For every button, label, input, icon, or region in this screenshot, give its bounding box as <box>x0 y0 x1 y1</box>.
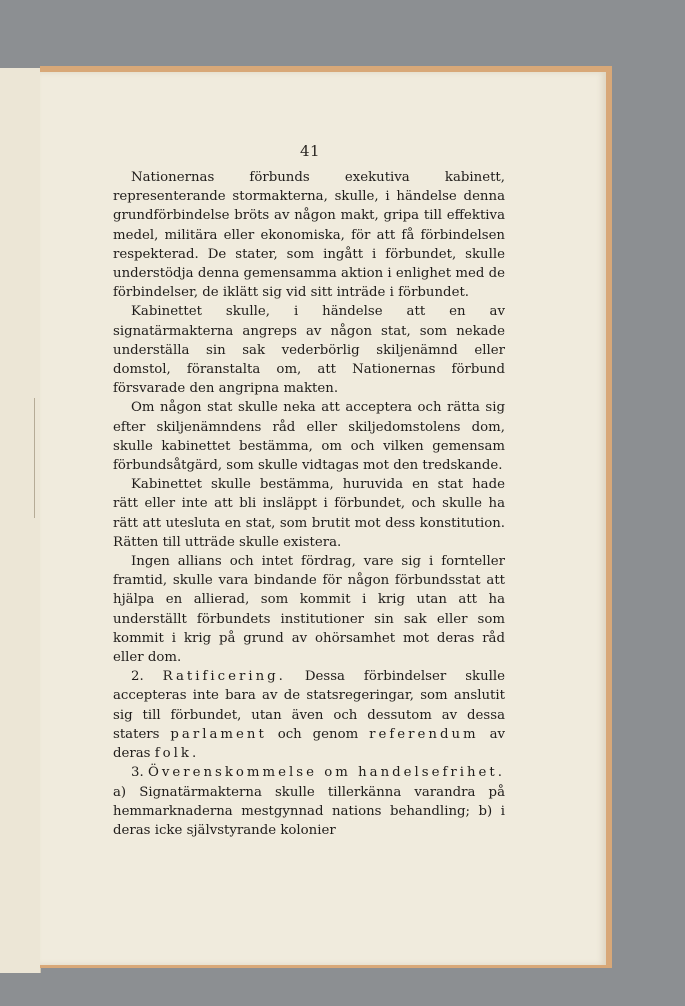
paragraph-1: Nationernas förbunds exekutiva kabinett, representerande stormakterna, skulle, i händelse denna grundförbindelse bröts av någon makt, gripa till effektiva medel, militära eller ekonomiska, för att få förbindelsen respekterad. De stater, som ingått i förbundet, skulle understödja denna gemensamma aktion i enlighet med de förbindelser, de iklätt sig vid sitt inträde i förbundet. <box>113 170 505 301</box>
section-number: 2. <box>131 669 144 685</box>
binding-mark <box>34 398 35 518</box>
paragraph-text: Dessa förbindelser skulle accepteras inte bara av de statsregeringar, som anslutit sig till förbundet, utan även och dessutom av dessa staters <box>113 669 506 742</box>
page-number: 41 <box>300 142 321 160</box>
paragraph-text: av deras <box>113 726 506 762</box>
left-page-edge <box>0 68 41 973</box>
paragraph-2: Kabinettet skulle, i händelse att en av signatärmakterna angreps av någon stat, som nekade underställa sin sak vederbörlig skiljenämnd eller domstol, föranstalta om, att Nationernas förbund försvarade den angripna makten. <box>113 304 505 397</box>
paragraph-7 <box>113 763 505 840</box>
emphasis-folk: folk. <box>154 746 200 762</box>
paragraph-text: a) Signatärmakterna skulle tillerkänna varandra på hemmarknaderna mestgynnad nations behandling; b) i deras icke självstyrande kolonier <box>113 784 505 838</box>
emphasis-parlament: parlament <box>170 726 267 742</box>
paragraph-6 <box>113 667 505 763</box>
paragraph-4: Kabinettet skulle bestämma, huruvida en stat hade rätt eller inte att bli insläppt i förbundet, och skulle ha rätt att utesluta en stat, som brutit mot dess konstitution. Rätten till utträde skulle existera. <box>113 477 505 550</box>
paragraph-text: och genom <box>277 726 359 742</box>
emphasis-referendum: referendum <box>369 726 479 742</box>
section-number: 3. <box>131 765 144 781</box>
section-heading: Ratificering. <box>162 669 286 685</box>
paragraph-3: Om någon stat skulle neka att acceptera och rätta sig efter skiljenämndens råd eller skiljedomstolens dom, skulle kabinettet bestämma, om och vilken gemensam förbundsåtgärd, som skulle vidtagas mot den tredskande. <box>113 400 505 474</box>
body-text <box>113 168 505 840</box>
section-heading: Överenskommelse om handelsefrihet. <box>147 765 505 781</box>
paragraph-5: Ingen allians och intet fördrag, vare sig i fornteller framtid, skulle vara bindande för någon förbundsstat att hjälpa en allierad, som kommit i krig utan att ha underställt förbundets institutioner sin sak eller som kommit i krig på grund av ohörsamhet mot deras råd eller dom. <box>113 554 505 666</box>
